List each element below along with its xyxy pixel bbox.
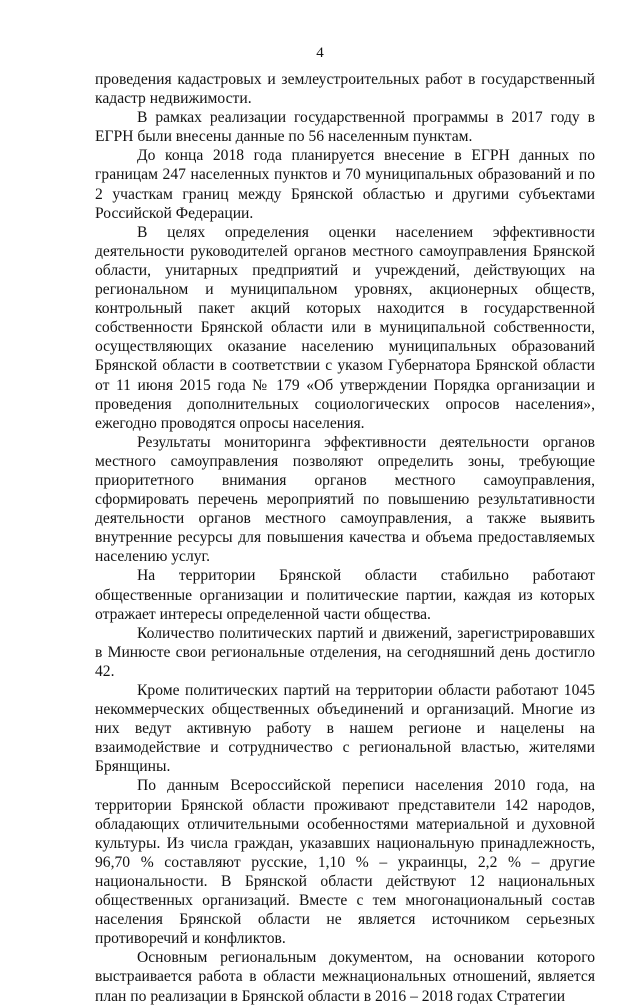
page-number: 4 (316, 45, 324, 61)
paragraph: До конца 2018 года планируется внесение в ЕГРН данных по границам 247 населенных пунктов и 70 муниципальных образований и по 2 участкам границ между Брянской областью и другими субъектами Российской Федерации. (95, 147, 595, 222)
paragraph: По данным Всероссийской переписи населения 2010 года, на территории Брянской области проживают представители 142 народов, обладающих отличительными особенностями материальной и духовной культуры. Из числа граждан, указавших национальную принадлежность, 96,70 % составляют русские, 1,10 % – украинцы, 2,2 % – другие национальности. В Брянской области действуют 12 национальных общественных организаций. Вместе с тем многонациональный состав населения Брянской области не является источником серьезных противоречий и конфликтов. (95, 777, 595, 948)
paragraph: Результаты мониторинга эффективности деятельности органов местного самоуправления позволяют определить зоны, требующие приоритетного внимания органов местного самоуправления, сформировать перечень мероприятий по повышению результативности деятельности органов местного самоуправления, а также выявить внутренние ресурсы для повышения качества и объема предоставляемых населению услуг. (95, 433, 595, 566)
paragraph: На территории Брянской области стабильно работают общественные организации и политические партии, каждая из которых отражает интересы определенной части общества. (95, 567, 595, 623)
paragraph: Кроме политических партий на территории области работают 1045 некоммерческих общественных объединений и организаций. Многие из них ведут активную работу в нашем регионе и нацелены на взаимодействие и сотрудничество с региональной властью, жителями Брянщины. (95, 682, 595, 776)
paragraph: В целях определения оценки населением эффективности деятельности руководителей органов местного самоуправления Брянской области, унитарных предприятий и учреждений, действующих на региональном и муниципальном уровнях, акционерных обществ, контрольный пакет акций которых находится в государственной собственности Брянской области или в муниципальной собственности, осуществляющих оказание населению муниципальных образований Брянской области в соответствии с указом Губернатора Брянской области от 11 июня 2015 года № 179 «Об утверждении Порядка организации и проведения дополнительных социологических опросов населения», ежегодно проводятся опросы населения. (95, 223, 595, 432)
paragraph: В рамках реализации государственной программы в 2017 году в ЕГРН были внесены данные по 56 населенным пунктам. (95, 109, 595, 146)
paragraph: Основным региональным документом, на основании которого выстраивается работа в области межнациональных отношений, является план по реализации в Брянской области в 2016 – 2018 годах Стратегии (95, 949, 595, 1005)
paragraph: Количество политических партий и движений, зарегистрировавших в Минюсте свои региональные отделения, на сегодняшний день достигло 42. (95, 624, 595, 680)
paragraph: проведения кадастровых и землеустроительных работ в государственный кадастр недвижимости. (95, 71, 595, 108)
document-body (95, 70, 595, 1006)
